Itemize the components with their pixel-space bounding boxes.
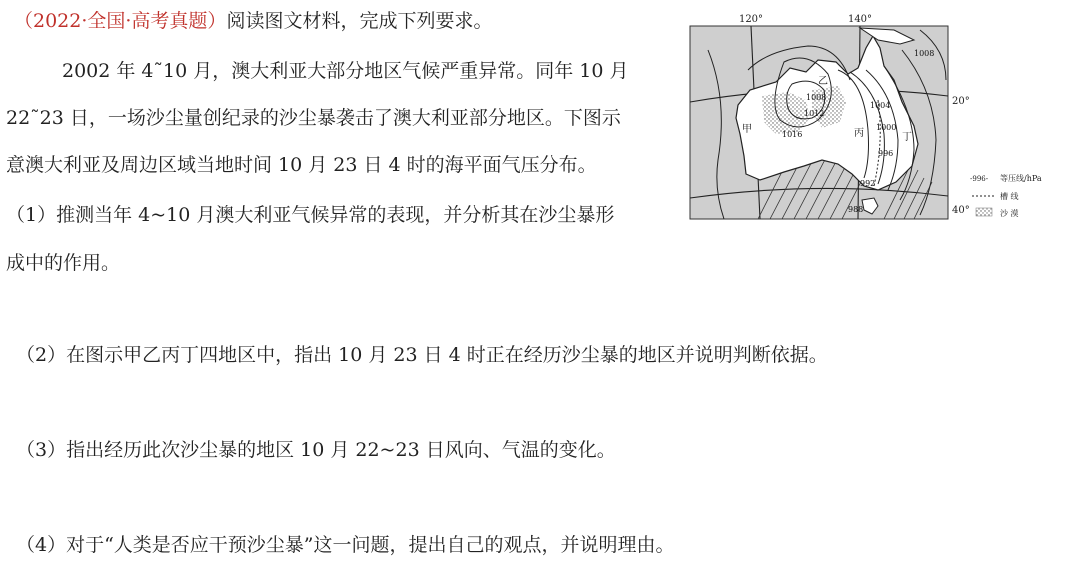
region-jia: 甲 — [742, 124, 752, 135]
material-line-1: 2002 年 4˜10 月，澳大利亚大部分地区气候严重异常。同年 10 月 — [62, 60, 629, 82]
isobar-label: 992 — [860, 179, 876, 188]
isobar-label: 996 — [878, 149, 894, 158]
isobar-label: 1008 — [806, 93, 827, 102]
question-1-line-2: 成中的作用。 — [6, 252, 121, 274]
map-legend — [970, 173, 1042, 218]
instruction-text: 阅读图文材料，完成下列要求。 — [226, 10, 493, 32]
legend-desert-label: 沙 漠 — [1000, 209, 1019, 218]
material-line-2: 22˜23 日，一场沙尘量创纪录的沙尘暴袭击了澳大利亚部分地区。下图示 — [6, 107, 621, 129]
isobar-label: 1016 — [782, 130, 803, 139]
question-3: （3）指出经历此次沙尘暴的地区 10 月 22~23 日风向、气温的变化。 — [16, 439, 616, 461]
pressure-map — [688, 10, 1080, 230]
legend-trough-label: 槽 线 — [1000, 192, 1019, 201]
material-line-3: 意澳大利亚及周边区域当地时间 10 月 23 日 4 时的海平面气压分布。 — [6, 154, 597, 176]
question-2: （2）在图示甲乙丙丁四地区中，指出 10 月 23 日 4 时正在经历沙尘暴的地区并说明判断依据。 — [16, 344, 828, 366]
longitude-140-label: 140° — [847, 14, 873, 25]
isobar-label: 1004 — [870, 101, 891, 110]
question-4: （4）对于“人类是否应干预沙尘暴”这一问题，提出自己的观点，并说明理由。 — [16, 534, 675, 556]
legend-isobar-sample: -996- — [970, 175, 989, 183]
latitude-20-label: 20° — [952, 96, 970, 107]
legend-desert-symbol — [976, 208, 992, 216]
isobar-label: 1012 — [804, 109, 825, 118]
isobar-label: 1000 — [876, 123, 897, 132]
source-tag: （2022·全国·高考真题） — [14, 10, 227, 32]
isobar-label: 1008 — [914, 49, 935, 58]
isobar-label: 988 — [848, 205, 864, 214]
region-yi: 乙 — [818, 76, 828, 87]
latitude-40-label: 40° — [952, 205, 970, 216]
region-bing: 丙 — [854, 128, 864, 139]
region-ding: 丁 — [902, 132, 912, 143]
longitude-120-label: 120° — [738, 14, 764, 25]
legend-isobar-label: 等压线/hPa — [1000, 174, 1042, 183]
question-header — [14, 9, 492, 33]
question-1-line-1: （1）推测当年 4~10 月澳大利亚气候异常的表现，并分析其在沙尘暴形 — [6, 204, 615, 226]
